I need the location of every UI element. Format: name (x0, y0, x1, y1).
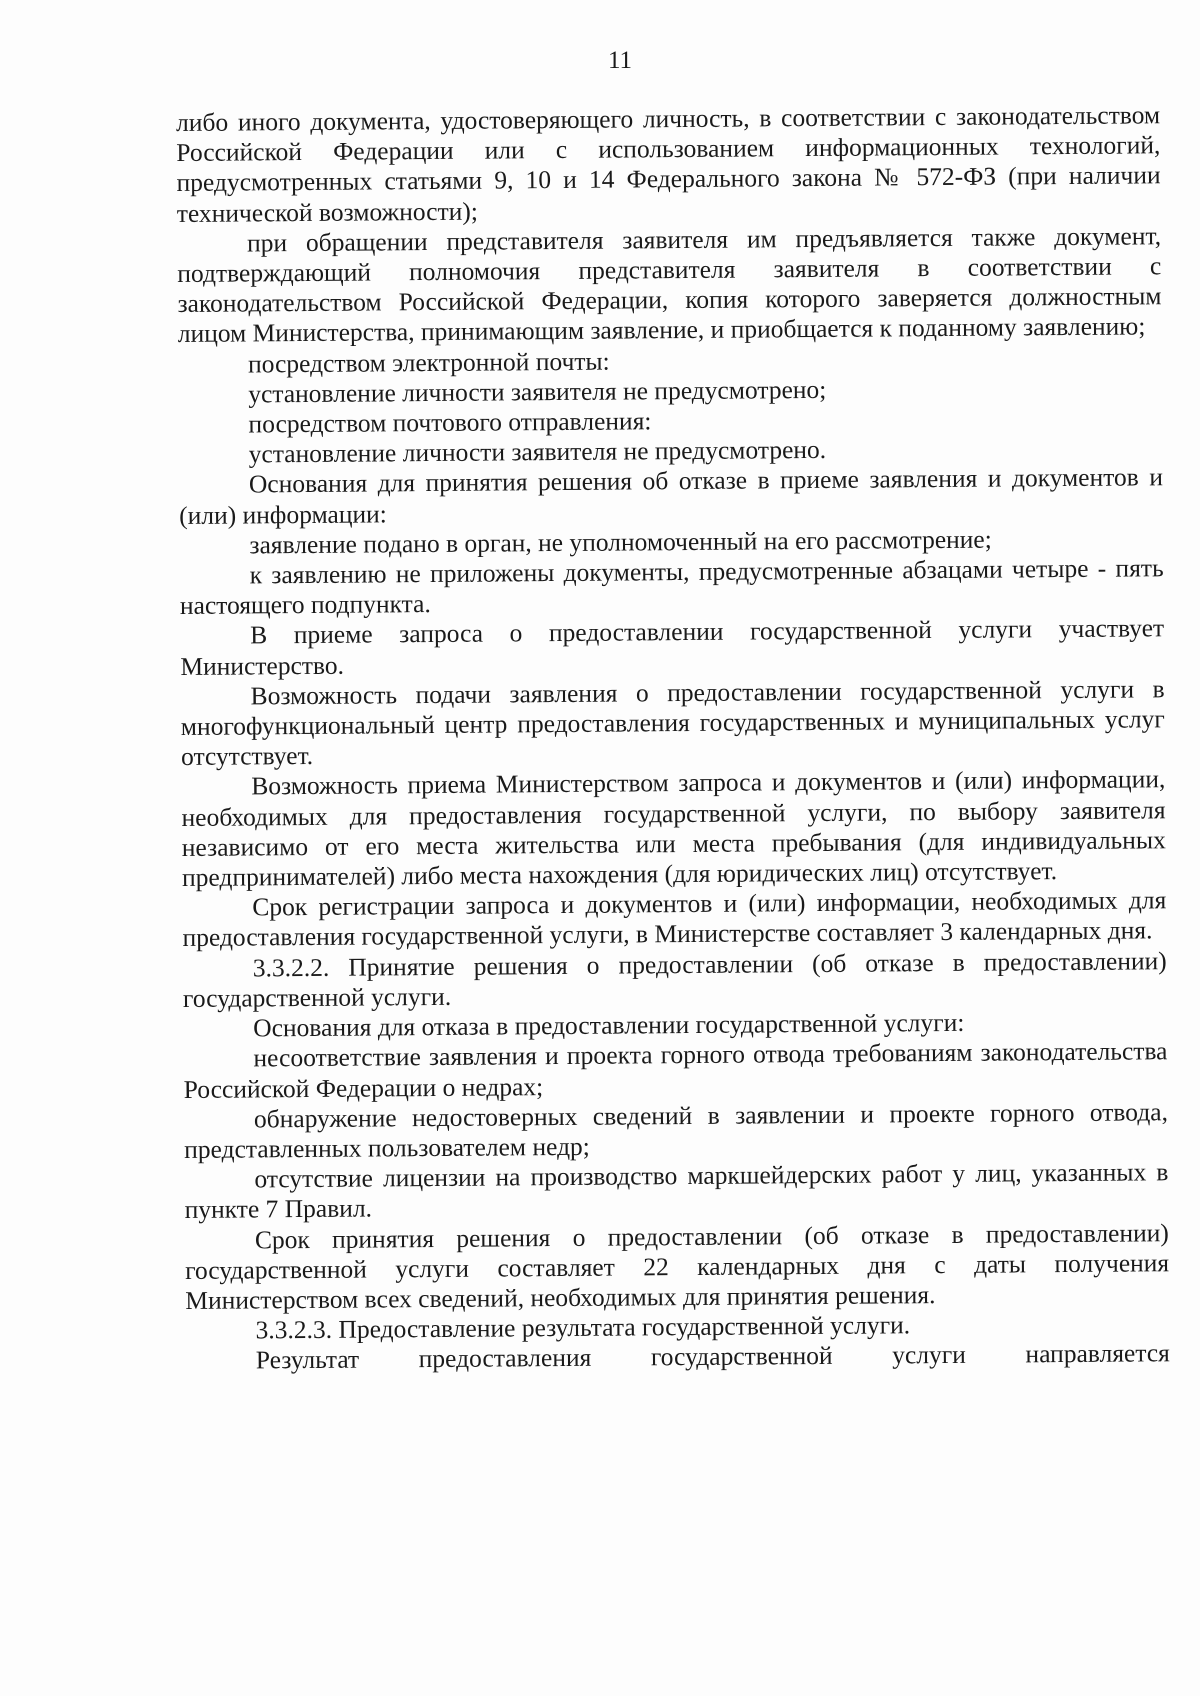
paragraph: либо иного документа, удостоверяющего личность, в соответствии с законодательством Российской Федерации или с использованием информационных технологий, предусмотренных статьями 9, 10 и 14 Федерального закона № 572-ФЗ (при наличии технической возможности); (176, 100, 1161, 228)
paragraph: Возможность приема Министерством запроса и документов и (или) информации, необходимых для предоставления государственной услуги, по выбору заявителя независимо от его места жительства или места пребывания (для индивидуальных предприниматeлей) либо места нахождения (для юридических лиц) отсутствует. (181, 764, 1166, 893)
page-number: 11 (607, 47, 633, 74)
paragraph: несоответствие заявления и проекта горного отвода требованиям законодательства Российской Федерации о недрах; (183, 1036, 1168, 1104)
paragraph: Возможность подачи заявления о предоставлении государственной услуги в многофункциональный центр предоставления государственных и муниципальных услуг отсутствует. (180, 674, 1165, 772)
paragraph: 3.3.2.2. Принятие решения о предоставлении (об отказе в предоставлении) государственной услуги. (182, 945, 1167, 1013)
paragraph: Основания для отказа в предоставлении государственной услуги: (253, 1007, 965, 1043)
paragraph: установление личности заявителя не предусмотрено; (248, 374, 827, 409)
paragraph: 3.3.2.3. Предоставление результата государственной услуги. (255, 1310, 911, 1345)
document-body (176, 100, 1170, 1376)
paragraph: при обращении представителя заявителя им предъявляется также документ, подтверждающий полномочия представителя заявителя в соответствии с законодательством Российской Федерации, копия которого заверяется должностным лицом Министерства, принимающим заявление, и приобщается к поданному заявлению; (177, 221, 1162, 349)
paragraph: установление личности заявителя не предусмотрено. (248, 435, 827, 469)
paragraph: обнаружение недостоверных сведений в заявлении и проекте горного отвода, представленных пользователем недр; (184, 1096, 1169, 1164)
paragraph: посредством электронной почты: (247, 346, 610, 379)
paragraph: отсутствие лицензии на производство маркшейдерских работ у лиц, указанных в пункте 7 Правил. (184, 1157, 1169, 1225)
paragraph: В приеме запроса о предоставлении государственной услуги участвует Министерство. (180, 613, 1165, 681)
paragraph: Срок принятия решения о предоставлении (об отказе в предоставлении) государственной услуги составляет 22 календарных дня с даты получения Министерством всех сведений, необходимых для принятия решения. (185, 1217, 1170, 1315)
paragraph: Основания для принятия решения об отказе в приеме заявления и документов и (или) информации: (179, 462, 1164, 530)
paragraph: к заявлению не приложены документы, предусмотренные абзацами четыре - пять настоящего подпункта. (179, 553, 1164, 621)
paragraph: посредством почтового отправления: (248, 406, 652, 439)
paragraph: Срок регистрации запроса и документов и (или) информации, необходимых для предоставления государственной услуги, в Министерстве составляет 3 календарных дня. (182, 885, 1167, 953)
paragraph: Результат предоставления государственной услуги направляется (255, 1338, 1170, 1375)
paragraph: заявление подано в орган, не уполномоченный на его рассмотрение; (249, 524, 992, 560)
